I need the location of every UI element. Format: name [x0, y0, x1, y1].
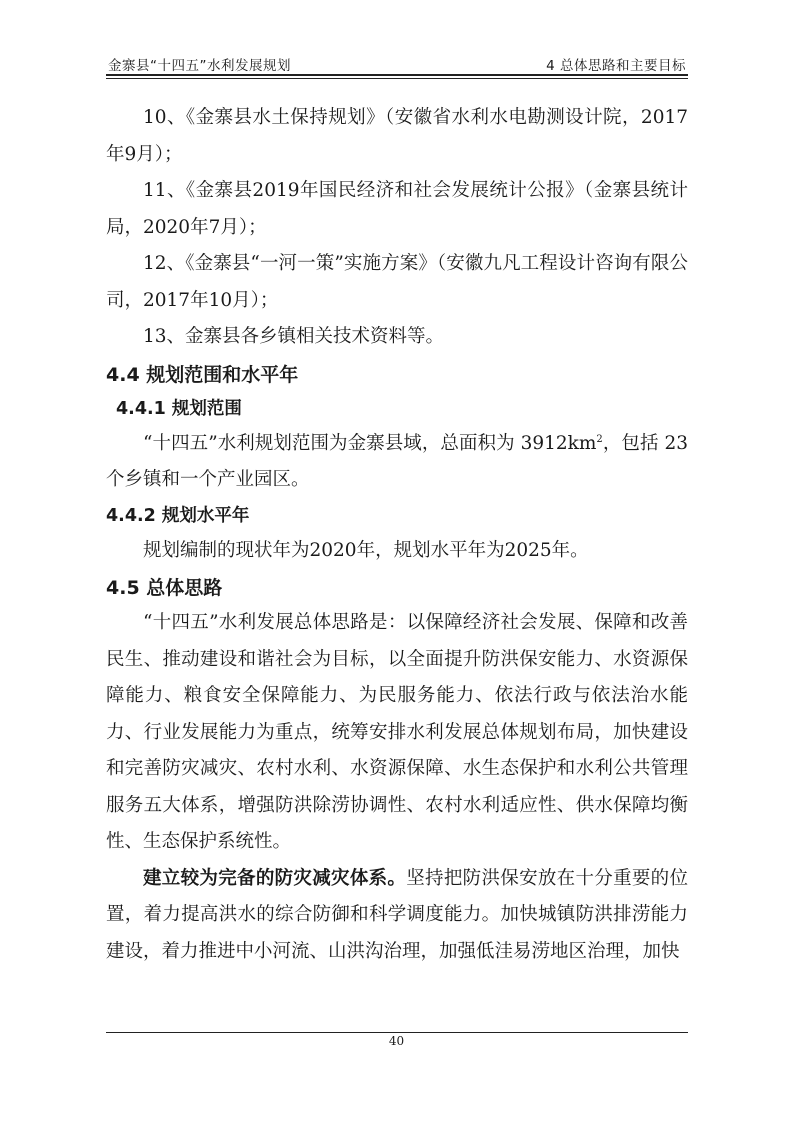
page-header — [106, 50, 688, 72]
section-heading-4-4-1: 4.4.1 规划范围 — [116, 398, 242, 419]
area-unit-superscript: 2 — [596, 433, 603, 445]
paragraph-planning-years: 规划编制的现状年为2020年，规划水平年为2025年。 — [143, 539, 589, 561]
footer-rule — [106, 1032, 688, 1033]
header-rule — [106, 74, 688, 76]
header-document-title: 金寨县“十四五”水利发展规划 — [108, 58, 291, 74]
page-content — [106, 100, 688, 970]
reference-item-13: 13、金寨县各乡镇相关技术资料等。 — [143, 326, 445, 347]
section-heading-4-5: 4.5 总体思路 — [106, 577, 223, 599]
planning-scope-text-b: ，包括 23个乡镇和一个产业园区。 — [106, 432, 688, 490]
paragraph-disaster-prevention — [106, 861, 688, 971]
planning-scope-text-a: “十四五”水利规划范围为金寨县域，总面积为 3912km — [143, 432, 597, 454]
section-heading-4-4: 4.4 规划范围和水平年 — [106, 363, 299, 386]
section-heading-4-4-2: 4.4.2 规划水平年 — [106, 505, 250, 526]
header-chapter-title: 4 总体思路和主要目标 — [546, 58, 686, 74]
reference-item-12: 12、《金寨县“一河一策”实施方案》（安徽九凡工程设计咨询有限公司，2017年10月）； — [106, 253, 688, 311]
paragraph-planning-scope — [106, 426, 688, 499]
paragraph-lead-bold: 建立较为完备的防灾减灾体系。 — [143, 867, 407, 889]
reference-item-10: 10、《金寨县水土保持规划》（安徽省水利水电勘测设计院，2017年9月）； — [106, 107, 688, 165]
paragraph-lead-text: 坚持把防洪保安放在十分重要的位置，着力提高洪水的综合防御和科学调度能力。加快城镇防洪排涝能力建设，着力推进中小河流、山洪沟治理，加强低洼易涝地区治理，加快 — [106, 867, 688, 962]
header-rule-thin — [106, 78, 688, 79]
paragraph-overall-approach: “十四五”水利发展总体思路是：以保障经济社会发展、保障和改善民生、推动建设和谐社会为目标，以全面提升防洪保安能力、水资源保障能力、粮食安全保障能力、为民服务能力、依法行政与依法治水能力、行业发展能力为重点，统筹安排水利发展总体规划布局，加快建设和完善防灾减灾、农村水利、水资源保障、水生态保护和水利公共管理服务五大体系，增强防洪除涝协调性、农村水利适应性、供水保障均衡性、生态保护系统性。 — [106, 612, 688, 852]
reference-item-11: 11、《金寨县2019年国民经济和社会发展统计公报》（金寨县统计局，2020年7月）； — [106, 180, 688, 238]
page-number: 40 — [388, 1034, 405, 1048]
